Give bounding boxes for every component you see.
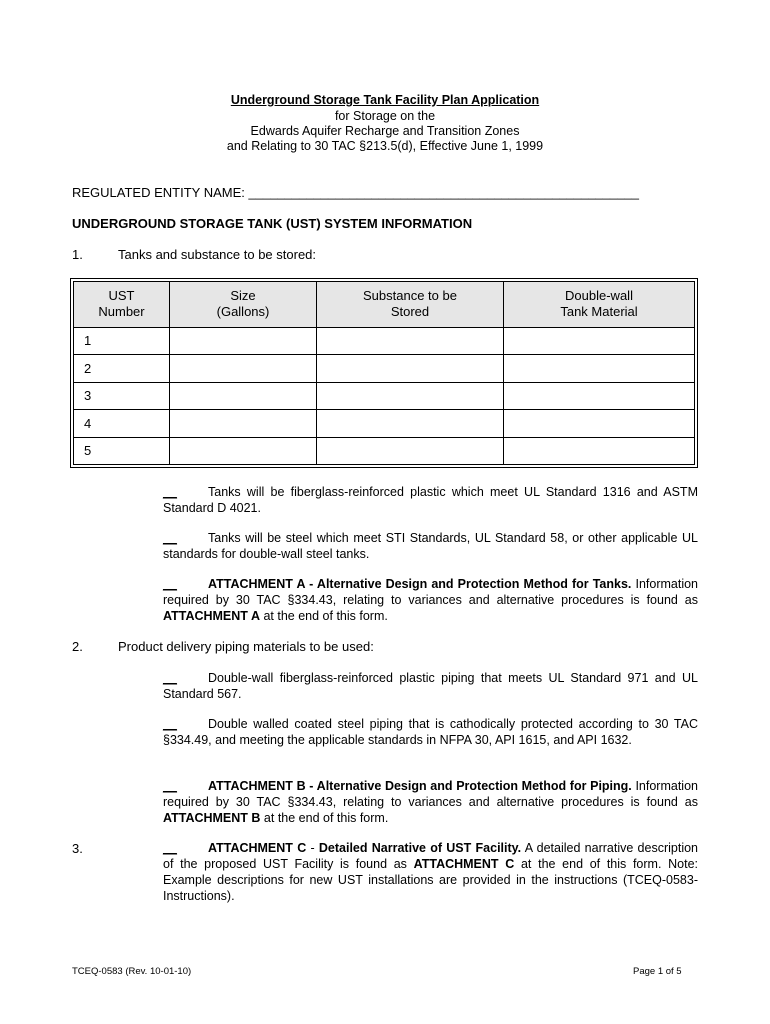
piping-option-fiberglass: __ Double-wall fiberglass-reinforced plastic piping that meets UL Standard 971 and UL Standard 567.: [163, 671, 698, 701]
tank-material-cell[interactable]: [504, 382, 695, 409]
title-line-2: for Storage on the: [334, 109, 436, 123]
option-checkbox[interactable]: __: [163, 531, 177, 545]
option-checkbox[interactable]: __: [163, 717, 177, 731]
table-row: [74, 410, 695, 437]
regulated-entity-line: [72, 185, 702, 201]
column-header: Size (Gallons): [170, 282, 317, 328]
section-heading: UNDERGROUND STORAGE TANK (UST) SYSTEM INFORMATION: [72, 216, 473, 231]
size-cell[interactable]: [170, 410, 317, 437]
tank-material-cell[interactable]: [504, 410, 695, 437]
page-number: Page 1 of 5: [633, 966, 682, 977]
attachment-c-option: __ ATTACHMENT C - Detailed Narrative of UST Facility. A detailed narrative description of the proposed UST Facility is found as ATTACHMENT C at the end of this form. Note: Example descriptions for new UST installations are provided in the instructions (TCEQ-0583-Instructions).: [163, 841, 699, 903]
ust-number-cell: 5: [74, 437, 170, 465]
tank-option-attachment-a: __ ATTACHMENT A - Alternative Design and Protection Method for Tanks. Information required by 30 TAC §334.43, relating to variances and alternative procedures is found as ATTACHMENT A at the end of this form.: [163, 577, 698, 623]
title-line-3: Edwards Aquifer Recharge and Transition Zones: [250, 124, 520, 138]
option-checkbox[interactable]: __: [163, 779, 177, 793]
ust-number-cell: 1: [74, 327, 170, 354]
form-id-footer: TCEQ-0583 (Rev. 10-01-10): [72, 966, 192, 977]
tanks-table: [70, 278, 698, 468]
size-cell[interactable]: [170, 327, 317, 354]
column-header: UST Number: [74, 282, 170, 328]
option-checkbox[interactable]: __: [163, 841, 177, 855]
table-header-row: [74, 282, 695, 328]
title-line-4: and Relating to 30 TAC §213.5(d), Effective June 1, 1999: [226, 139, 544, 153]
size-cell[interactable]: [170, 355, 317, 382]
size-cell[interactable]: [170, 382, 317, 409]
piping-option-attachment-b: __ ATTACHMENT B - Alternative Design and Protection Method for Piping. Information required by 30 TAC §334.43, relating to variances and alternative procedures is found as ATTACHMENT B at the end of this form.: [163, 779, 698, 825]
option-checkbox[interactable]: __: [163, 671, 177, 685]
column-header: Substance to be Stored: [317, 282, 504, 328]
document-title: Underground Storage Tank Facility Plan Application: [230, 93, 540, 107]
ust-number-cell: 2: [74, 355, 170, 382]
item-2-text: Product delivery piping materials to be used:: [118, 639, 374, 654]
tank-option-steel: __ Tanks will be steel which meet STI Standards, UL Standard 58, or other applicable UL standards for double-wall steel tanks.: [163, 531, 698, 561]
regulated-entity-name-field[interactable]: ______________________________________________________: [248, 185, 639, 200]
ust-number-cell: 4: [74, 410, 170, 437]
table-row: [74, 382, 695, 409]
tank-material-cell[interactable]: [504, 437, 695, 465]
ust-number-cell: 3: [74, 382, 170, 409]
tank-material-cell[interactable]: [504, 355, 695, 382]
substance-cell[interactable]: [317, 382, 504, 409]
piping-option-steel: __ Double walled coated steel piping that is cathodically protected according to 30 TAC §334.49, and meeting the applicable standards in NFPA 30, API 1615, and API 1632.: [163, 717, 698, 747]
item-1-number: 1.: [72, 247, 83, 262]
substance-cell[interactable]: [317, 437, 504, 465]
option-checkbox[interactable]: __: [163, 485, 177, 499]
table-row: [74, 327, 695, 354]
substance-cell[interactable]: [317, 410, 504, 437]
substance-cell[interactable]: [317, 327, 504, 354]
size-cell[interactable]: [170, 437, 317, 465]
column-header: Double-wall Tank Material: [504, 282, 695, 328]
item-2-number: 2.: [72, 639, 83, 654]
tank-material-cell[interactable]: [504, 327, 695, 354]
option-checkbox[interactable]: __: [163, 577, 177, 591]
item-3-number: 3.: [72, 841, 83, 856]
item-1-text: Tanks and substance to be stored:: [118, 247, 317, 262]
regulated-entity-label: REGULATED ENTITY NAME:: [72, 185, 245, 200]
tank-option-fiberglass: __ Tanks will be fiberglass-reinforced plastic which meet UL Standard 1316 and ASTM Standard D 4021.: [163, 485, 698, 515]
table-row: [74, 437, 695, 465]
substance-cell[interactable]: [317, 355, 504, 382]
table-row: [74, 355, 695, 382]
